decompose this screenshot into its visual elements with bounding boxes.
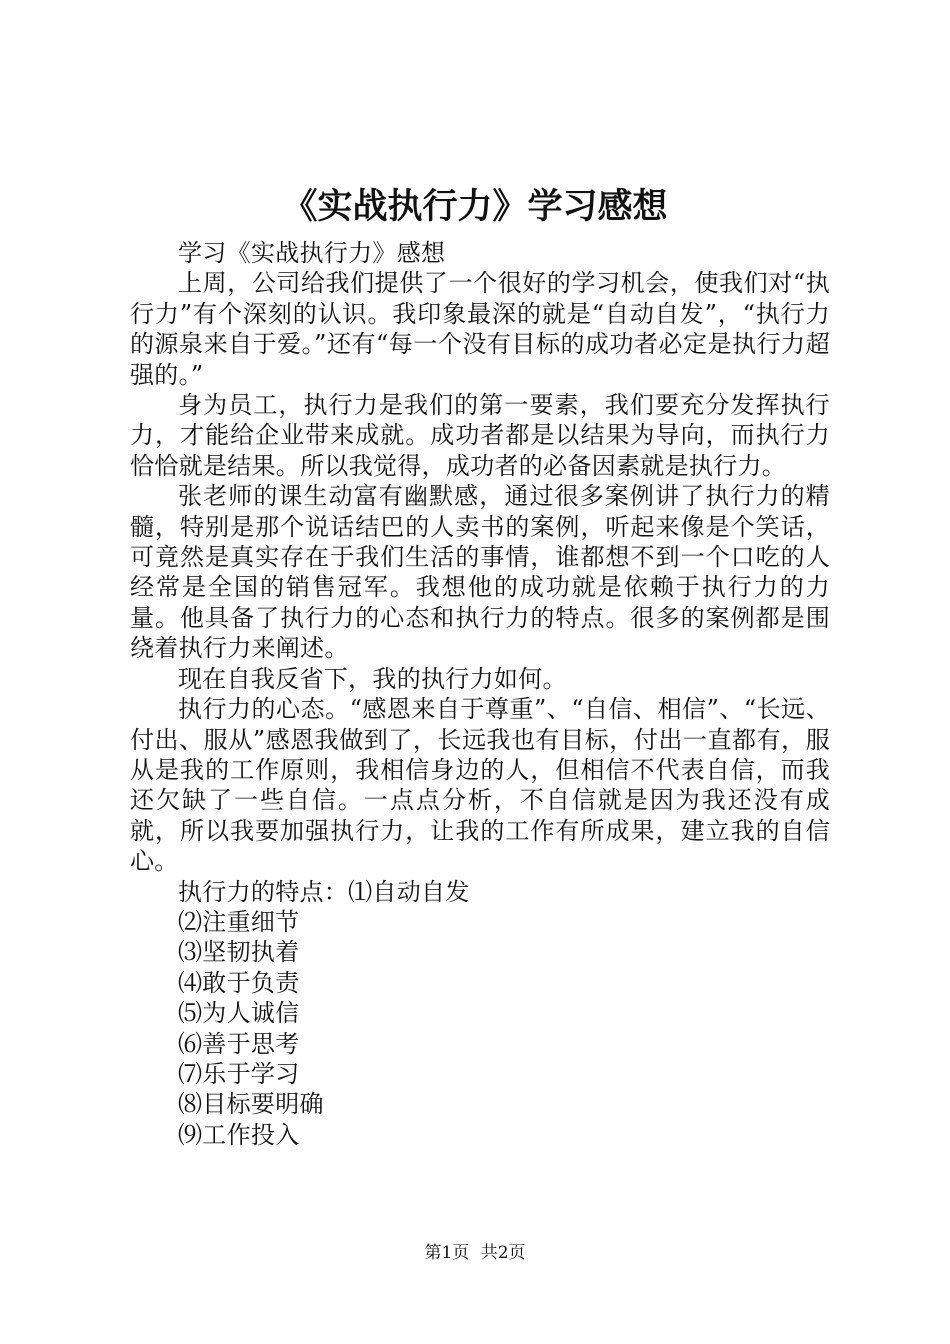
list-item: ⑺乐于学习 <box>178 1059 300 1088</box>
list-item: ⑶坚韧执着 <box>178 938 300 967</box>
list-item: ⑸为人诚信 <box>178 999 300 1028</box>
list-item: ⑹善于思考 <box>178 1029 300 1058</box>
paragraph: 上周，公司给我们提供了一个很好的学习机会，使我们对“执行力”有个深刻的认识。我印象最深的就是“自动自发”，“执行力的源泉来自于爱。”还有“每一个没有目标的成功者必定是执行力超强的。” <box>130 269 830 389</box>
paragraph: 现在自我反省下，我的执行力如何。 <box>178 664 567 693</box>
paragraph-subtitle: 学习《实战执行力》感想 <box>178 239 446 267</box>
page-footer <box>0 1240 950 1266</box>
paragraph: 张老师的课生动富有幽默感，通过很多案例讲了执行力的精髓，特别是那个说话结巴的人卖书的案例，听起来像是个笑话，可竟然是真实存在于我们生活的事情，谁都想不到一个口吃的人经常是全国的销售冠军。我想他的成功就是依赖于执行力的力量。他具备了执行力的心态和执行力的特点。很多的案例都是围绕着执行力来阐述。 <box>130 482 830 663</box>
page-number: 第1页 <box>424 1243 470 1263</box>
features-intro: 执行力的特点：⑴自动自发 <box>178 877 470 906</box>
list-item: ⑷敢于负责 <box>178 968 300 997</box>
list-item: ⑻目标要明确 <box>178 1090 324 1119</box>
paragraph: 身为员工，执行力是我们的第一要素，我们要充分发挥执行力，才能给企业带来成就。成功者都是以结果为导向，而执行力恰恰就是结果。所以我觉得，成功者的必备因素就是执行力。 <box>130 391 830 480</box>
page-total: 共2页 <box>480 1243 526 1263</box>
list-item: ⑵注重细节 <box>178 907 300 936</box>
list-item: ⑼工作投入 <box>178 1120 300 1149</box>
paragraph: 执行力的心态。“感恩来自于尊重”、“自信、相信”、“长远、付出、服从”感恩我做到了，长远我也有目标，付出一直都有，服从是我的工作原则，我相信身边的人，但相信不代表自信，而我还欠缺了一些自信。一点点分析，不自信就是因为我还没有成就，所以我要加强执行力，让我的工作有所成果，建立我的自信心。 <box>130 695 830 876</box>
document-title: 《实战执行力》学习感想 <box>282 186 668 227</box>
document-body <box>130 238 830 1150</box>
